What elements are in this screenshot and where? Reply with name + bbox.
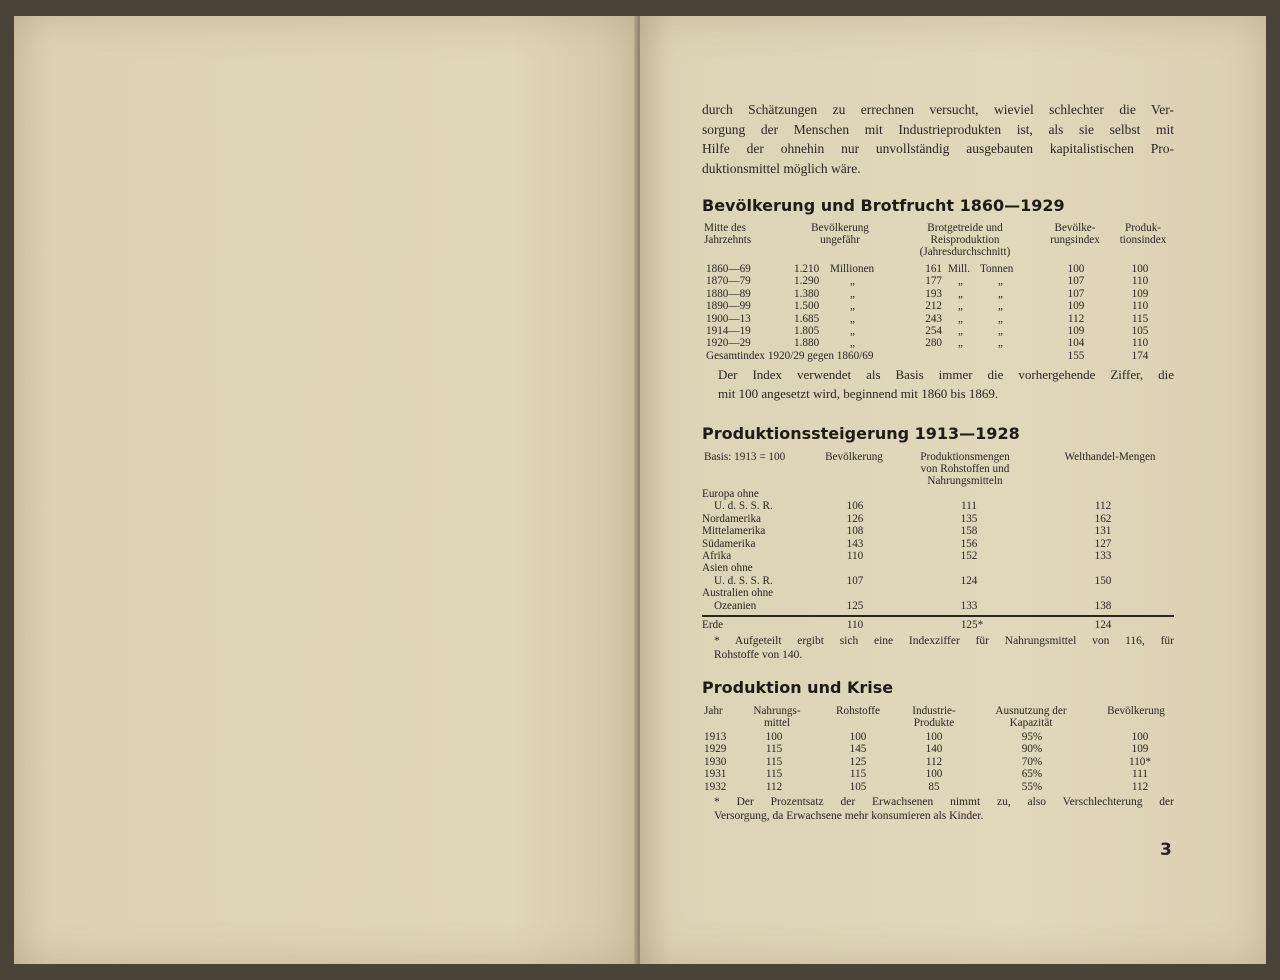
grain-unit2-cell: „ xyxy=(998,324,1003,337)
region-cell: Südamerika xyxy=(702,537,756,550)
grain-unit2-cell: „ xyxy=(998,300,1003,313)
table2-row xyxy=(702,513,1174,525)
population-cell: 111 xyxy=(1132,768,1148,781)
table2-col-region-header: Basis: 1913 = 100 xyxy=(704,451,786,463)
total-population-index-cell: 155 xyxy=(1067,349,1085,362)
population-unit-cell: „ xyxy=(850,324,855,337)
table2-row xyxy=(702,525,1174,537)
population-cell: 126 xyxy=(846,512,864,525)
production-cell: 124 xyxy=(960,574,978,587)
table3-col-food-header: Nahrungs- mittel xyxy=(753,705,801,729)
population-index-cell: 109 xyxy=(1067,324,1085,337)
table2-row xyxy=(702,600,1174,612)
production-index-cell: 110 xyxy=(1131,300,1149,313)
population-cell: 110 xyxy=(846,619,864,631)
trade-cell: 131 xyxy=(1094,525,1112,538)
table3-row xyxy=(702,743,1174,755)
period-cell: 1880—89 xyxy=(706,287,751,300)
table2-title: Produktionssteigerung 1913—1928 xyxy=(702,424,1020,443)
grain-unit2-cell: „ xyxy=(998,312,1003,325)
table2-body xyxy=(702,488,1174,612)
food-cell: 115 xyxy=(765,768,783,781)
grain-unit-cell: „ xyxy=(958,300,963,313)
table3-footnote: * Der Prozentsatz der Erwachsenen nimmt zu, also Verschlechterung der Versorgung, da Erwachsene mehr konsumieren als Kinder. xyxy=(714,796,1174,822)
table2-total-row xyxy=(702,619,1174,631)
table2-col-production-header: Produktionsmengen von Rohstoffen und Nahrungsmitteln xyxy=(920,451,1010,487)
region-cell: Ozeanien xyxy=(714,599,757,612)
population-unit-cell: Millionen xyxy=(830,263,875,275)
intro-paragraph xyxy=(702,100,1174,178)
population-index-cell: 109 xyxy=(1067,300,1085,313)
population-cell: 1.685 xyxy=(794,312,820,325)
table1-body xyxy=(702,263,1174,362)
table2-row xyxy=(702,500,1174,512)
raw-materials-cell: 145 xyxy=(849,743,867,756)
industry-cell: 85 xyxy=(928,780,940,793)
capacity-cell: 70% xyxy=(1021,755,1043,768)
table2-row-label-line xyxy=(702,488,1174,500)
table2-total-rule xyxy=(702,615,1174,617)
table1-total-row xyxy=(702,350,1174,362)
table1-row xyxy=(702,300,1174,312)
table3-col-year-header: Jahr xyxy=(704,705,723,717)
food-cell: 100 xyxy=(765,731,783,743)
production-index-cell: 110 xyxy=(1131,337,1149,350)
food-cell: 115 xyxy=(765,755,783,768)
show-through-text xyxy=(90,132,570,178)
raw-materials-cell: 100 xyxy=(849,731,867,743)
table1-col-period-header: Mitte des Jahrzehnts xyxy=(704,222,752,246)
capacity-cell: 55% xyxy=(1021,780,1043,793)
table3-body xyxy=(702,731,1174,793)
period-cell: 1900—13 xyxy=(706,312,751,325)
grain-cell: 243 xyxy=(925,312,942,325)
production-cell: 135 xyxy=(960,512,978,525)
industry-cell: 100 xyxy=(925,768,943,781)
population-cell: 110 xyxy=(846,549,864,562)
grain-unit-cell: „ xyxy=(958,287,963,300)
production-cell: 111 xyxy=(961,500,977,513)
table3-col-population-header: Bevölkerung xyxy=(1107,705,1165,717)
period-cell: 1920—29 xyxy=(706,337,751,350)
population-cell: 109 xyxy=(1131,743,1149,756)
year-cell: 1913 xyxy=(704,731,727,743)
intro-line: Hilfe der ohnehin nur unvollständig ausgebauten kapitalistischen Pro- xyxy=(702,141,1174,157)
raw-materials-cell: 125 xyxy=(849,755,867,768)
population-index-cell: 112 xyxy=(1067,312,1085,325)
table1-row xyxy=(702,325,1174,337)
region-cell: Mittelamerika xyxy=(702,525,766,538)
capacity-cell: 90% xyxy=(1021,743,1043,756)
trade-cell: 127 xyxy=(1094,537,1112,550)
production-index-cell: 109 xyxy=(1131,287,1149,300)
population-cell: 1.290 xyxy=(794,275,820,288)
production-cell: 156 xyxy=(960,537,978,550)
table1-col-popindex-header: Bevölke- rungsindex xyxy=(1050,222,1100,246)
table2-row-label-line xyxy=(702,587,1174,599)
region-cell: Asien ohne xyxy=(702,562,753,575)
grain-cell: 193 xyxy=(925,287,942,300)
year-cell: 1931 xyxy=(704,768,727,781)
population-cell: 110* xyxy=(1129,755,1151,768)
table3-row xyxy=(702,768,1174,780)
grain-unit2-cell: „ xyxy=(998,275,1003,288)
population-cell: 1.880 xyxy=(794,337,820,350)
trade-cell: 150 xyxy=(1094,574,1112,587)
trade-cell: 124 xyxy=(1094,619,1112,631)
table2-row xyxy=(702,575,1174,587)
table1-col-population-header: Bevölkerung ungefähr xyxy=(811,222,869,246)
grain-unit-cell: „ xyxy=(958,337,963,350)
region-cell: Erde xyxy=(702,619,724,631)
grain-cell: 212 xyxy=(925,300,942,313)
grain-cell: 254 xyxy=(925,324,942,337)
region-cell: Europa ohne xyxy=(702,488,759,500)
industry-cell: 100 xyxy=(925,731,943,743)
table1-row xyxy=(702,288,1174,300)
population-cell: 1.500 xyxy=(794,300,820,313)
grain-cell: 280 xyxy=(925,337,942,350)
region-cell: Australien ohne xyxy=(702,587,774,600)
industry-cell: 112 xyxy=(925,755,943,768)
table2-footnote: * Aufgeteilt ergibt sich eine Indexziffer für Nahrungsmittel von 116, für Rohstoffe von 140. xyxy=(714,635,1174,661)
trade-cell: 162 xyxy=(1094,512,1112,525)
trade-cell: 133 xyxy=(1094,549,1112,562)
table3-row xyxy=(702,781,1174,793)
table3-col-industry-header: Industrie- Produkte xyxy=(912,705,956,729)
capacity-cell: 65% xyxy=(1021,768,1043,781)
region-cell: Nordamerika xyxy=(702,512,762,525)
table1-row xyxy=(702,263,1174,275)
year-cell: 1932 xyxy=(704,780,727,793)
population-unit-cell: „ xyxy=(850,312,855,325)
table3-row xyxy=(702,756,1174,768)
grain-unit-cell: „ xyxy=(958,275,963,288)
intro-line: durch Schätzungen zu errechnen versucht, wieviel schlechter die Ver- xyxy=(702,102,1174,117)
table2-col-trade-header: Welthandel-Mengen xyxy=(1064,451,1156,463)
intro-line: duktionsmittel möglich wäre. xyxy=(702,160,861,176)
table1-col-prodindex-header: Produk- tionsindex xyxy=(1119,222,1167,246)
industry-cell: 140 xyxy=(925,743,943,756)
grain-cell: 177 xyxy=(925,275,942,288)
population-unit-cell: „ xyxy=(850,337,855,350)
production-index-cell: 115 xyxy=(1131,312,1149,325)
population-index-cell: 100 xyxy=(1067,263,1085,275)
population-cell: 143 xyxy=(846,537,864,550)
population-cell: 1.380 xyxy=(794,287,820,300)
population-cell: 125 xyxy=(846,599,864,612)
capacity-cell: 95% xyxy=(1021,731,1043,743)
population-cell: 106 xyxy=(846,500,864,513)
trade-cell: 138 xyxy=(1094,599,1112,612)
table1-note: Der Index verwendet als Basis immer die vorhergehende Ziffer, die mit 100 angesetzt wird, beginnend mit 1860 bis 1869. xyxy=(718,367,1174,401)
table2-row xyxy=(702,538,1174,550)
grain-unit2-cell: Tonnen xyxy=(980,263,1014,275)
year-cell: 1930 xyxy=(704,755,727,768)
table1-row xyxy=(702,337,1174,349)
population-cell: 112 xyxy=(1131,780,1149,793)
population-unit-cell: „ xyxy=(850,300,855,313)
page-number: 3 xyxy=(1160,840,1172,860)
raw-materials-cell: 115 xyxy=(849,768,867,781)
production-cell: 125* xyxy=(960,619,984,631)
population-cell: 107 xyxy=(846,574,864,587)
population-unit-cell: „ xyxy=(850,287,855,300)
population-cell: 108 xyxy=(846,525,864,538)
region-cell: U. d. S. S. R. xyxy=(714,574,773,587)
table1-row xyxy=(702,275,1174,287)
grain-unit-cell: „ xyxy=(958,312,963,325)
table2-total xyxy=(702,619,1174,631)
population-unit-cell: „ xyxy=(850,275,855,288)
table2-row xyxy=(702,550,1174,562)
year-cell: 1929 xyxy=(704,743,727,756)
table3-row xyxy=(702,731,1174,743)
intro-line: sorgung der Menschen mit Industrieprodukten ist, als sie selbst mit xyxy=(702,121,1174,137)
production-index-cell: 105 xyxy=(1131,324,1149,337)
table2-col-population-header: Bevölkerung xyxy=(825,451,883,463)
grain-unit2-cell: „ xyxy=(998,337,1003,350)
period-cell: 1914—19 xyxy=(706,324,751,337)
total-production-index-cell: 174 xyxy=(1131,349,1149,362)
production-cell: 133 xyxy=(960,599,978,612)
period-cell: 1870—79 xyxy=(706,275,751,288)
grain-unit2-cell: „ xyxy=(998,287,1003,300)
production-cell: 152 xyxy=(960,549,978,562)
population-cell: 1.805 xyxy=(794,324,820,337)
production-cell: 158 xyxy=(960,525,978,538)
population-index-cell: 107 xyxy=(1067,275,1085,288)
region-cell: Afrika xyxy=(702,549,732,562)
table1-title: Bevölkerung und Brotfrucht 1860—1929 xyxy=(702,196,1065,215)
table3-col-raw-header: Rohstoffe xyxy=(836,705,880,717)
table3-col-capacity-header: Ausnutzung der Kapazität xyxy=(995,705,1067,729)
grain-cell: 161 xyxy=(925,263,942,275)
food-cell: 112 xyxy=(765,780,783,793)
grain-unit-cell: Mill. xyxy=(948,263,971,275)
region-cell: U. d. S. S. R. xyxy=(714,500,773,513)
table1-col-grain-header: Brotgetreide und Reisproduktion (Jahresdurchschnitt) xyxy=(919,222,1011,258)
grain-unit-cell: „ xyxy=(958,324,963,337)
population-index-cell: 104 xyxy=(1067,337,1085,350)
trade-cell: 112 xyxy=(1094,500,1112,513)
production-index-cell: 100 xyxy=(1131,263,1149,275)
population-index-cell: 107 xyxy=(1067,287,1085,300)
period-cell: 1860—69 xyxy=(706,263,751,275)
population-cell: 1.210 xyxy=(794,263,820,275)
food-cell: 115 xyxy=(765,743,783,756)
table2-row-label-line xyxy=(702,562,1174,574)
table1-row xyxy=(702,313,1174,325)
raw-materials-cell: 105 xyxy=(849,780,867,793)
total-label-cell: Gesamtindex 1920/29 gegen 1860/69 xyxy=(706,349,874,362)
period-cell: 1890—99 xyxy=(706,300,751,313)
population-cell: 100 xyxy=(1131,731,1149,743)
production-index-cell: 110 xyxy=(1131,275,1149,288)
table3-title: Produktion und Krise xyxy=(702,678,894,697)
